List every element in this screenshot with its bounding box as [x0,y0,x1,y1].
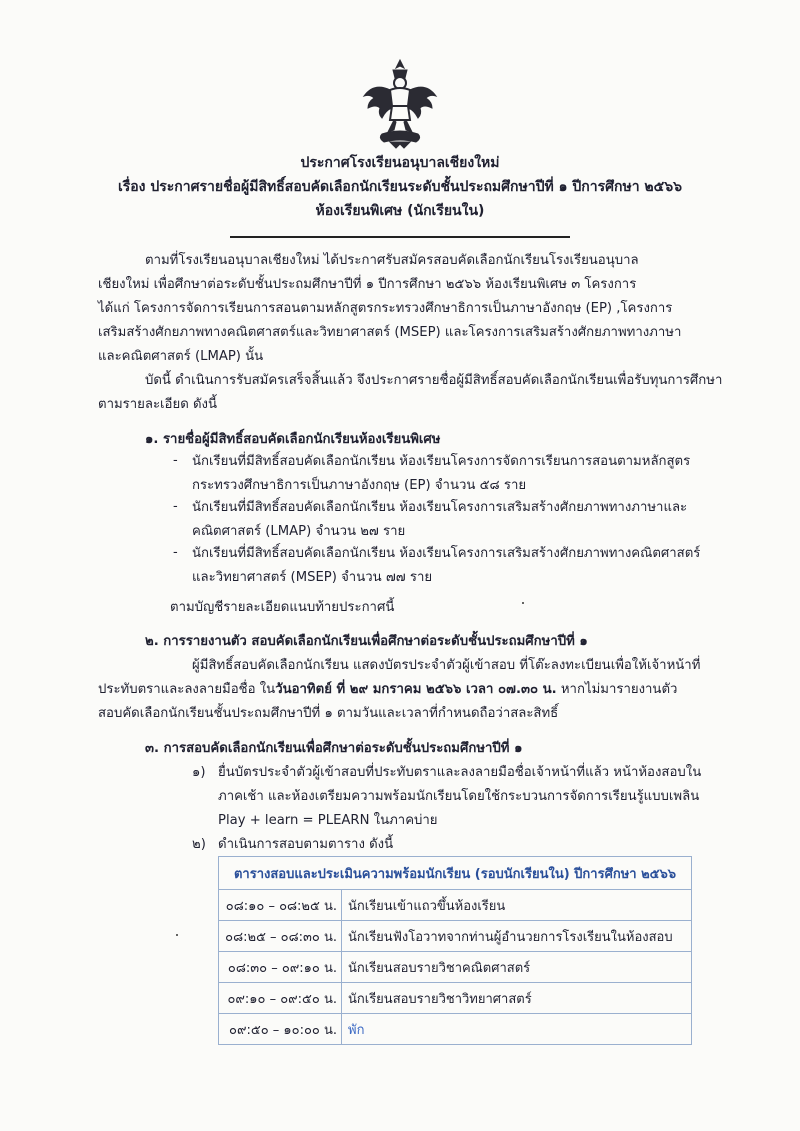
intro-line-2: เชียงใหม่ เพื่อศึกษาต่อระดับชั้นประถมศึกษาปีที่ ๑ ปีการศึกษา ๒๕๖๖ ห้องเรียนพิเศษ ๓ โครงการ [98,277,637,292]
section2-line-1: ผู้มีสิทธิ์สอบคัดเลือกนักเรียน แสดงบัตรประจำตัวผู้เข้าสอบ ที่โต๊ะลงทะเบียนเพื่อให้เจ้าหน้าที่ [192,658,701,673]
section2-heading: ๒. การรายงานตัว สอบคัดเลือกนักเรียนเพื่อศึกษาต่อระดับชั้นประถมศึกษาปีที่ ๑ [145,634,588,649]
section3-item1-line2: ภาคเช้า และห้องเตรียมความพร้อมนักเรียนโดยใช้กระบวนการจัดการเรียนรู้แบบเพลิน [218,789,700,804]
section3-item1-line1: ยื่นบัตรประจำตัวผู้เข้าสอบที่ประทับตราและลงลายมือชื่อเจ้าหน้าที่แล้ว หน้าห้องสอบใน [218,765,702,780]
scan-speck [522,602,524,604]
table-row [219,921,692,952]
table-caption-row [219,857,692,890]
section1-note: ตามบัญชีรายละเอียดแนบท้ายประกาศนี้ [170,600,395,615]
intro-line-5: และคณิตศาสตร์ (LMAP) นั้น [98,349,264,364]
section1-bullet3-line2: และวิทยาศาสตร์ (MSEP) จำนวน ๗๗ ราย [192,570,433,585]
scan-speck [176,934,178,936]
bullet-dash: - [173,545,178,560]
schedule-activity: นักเรียนสอบรายวิชาคณิตศาสตร์ [342,952,692,983]
announcement-subject: เรื่อง ประกาศรายชื่อผู้มีสิทธิ์สอบคัดเลือกนักเรียนระดับชั้นประถมศึกษาปีที่ ๑ ปีการศึกษา ๒๕๖๖ [117,179,683,195]
schedule-time: ๐๘:๒๕ – ๐๘:๓๐ น. [219,921,342,952]
section1-heading: ๑. รายชื่อผู้มีสิทธิ์สอบคัดเลือกนักเรียนห้องเรียนพิเศษ [145,432,441,447]
schedule-caption: ตารางสอบและประเมินความพร้อมนักเรียน (รอบนักเรียนใน) ปีการศึกษา ๒๕๖๖ [219,857,692,890]
section1-bullet1-line2: กระทรวงศึกษาธิการเป็นภาษาอังกฤษ (EP) จำนวน ๕๘ ราย [192,478,527,493]
section2-line-2 [98,678,677,701]
table-row [219,952,692,983]
section3-heading: ๓. การสอบคัดเลือกนักเรียนเพื่อศึกษาต่อระดับชั้นประถมศึกษาปีที่ ๑ [145,741,523,756]
header-divider [230,236,570,238]
schedule-activity: พัก [342,1014,692,1045]
schedule-table [218,856,692,1045]
intro-line-3: ได้แก่ โครงการจัดการเรียนการสอนตามหลักสูตรกระทรวงศึกษาธิการเป็นภาษาอังกฤษ (EP) ,โครงการ [98,301,673,316]
table-row [219,983,692,1014]
section2-line-2c: หากไม่มารายงานตัว [556,682,678,697]
section1-bullet1-line1: นักเรียนที่มีสิทธิ์สอบคัดเลือกนักเรียน ห้องเรียนโครงการจัดการเรียนการสอนตามหลักสูตร [192,454,691,469]
section1-bullet2-line1: นักเรียนที่มีสิทธิ์สอบคัดเลือกนักเรียน ห้องเรียนโครงการเสริมสร้างศักยภาพทางภาษาและ [192,500,688,515]
garuda-emblem-icon [360,58,440,150]
schedule-activity: นักเรียนสอบรายวิชาวิทยาศาสตร์ [342,983,692,1014]
report-date: วันอาทิตย์ ที่ ๒๙ มกราคม ๒๕๖๖ เวลา ๐๗.๓๐ น. [275,682,557,697]
intro-line-7: ตามรายละเอียด ดังนี้ [98,397,217,412]
table-row [219,1014,692,1045]
section1-bullet2-line2: คณิตศาสตร์ (LMAP) จำนวน ๒๗ ราย [192,524,406,539]
section3-item2-line1: ดำเนินการสอบตามตาราง ดังนี้ [218,837,394,852]
schedule-time: ๐๙:๑๐ – ๐๙:๕๐ น. [219,983,342,1014]
schedule-activity: นักเรียนฟังโอวาทจากท่านผู้อำนวยการโรงเรียนในห้องสอบ [342,921,692,952]
table-row [219,890,692,921]
section2-line-3: สอบคัดเลือกนักเรียนชั้นประถมศึกษาปีที่ ๑ ตามวันและเวลาที่กำหนดถือว่าสละสิทธิ์ [98,706,559,721]
section3-item1-number: ๑) [192,765,206,780]
announcement-title: ประกาศโรงเรียนอนุบาลเชียงใหม่ [300,155,500,171]
section3-item1-line3: Play + learn = PLEARN ในภาคบ่าย [218,813,438,828]
section1-bullet3-line1: นักเรียนที่มีสิทธิ์สอบคัดเลือกนักเรียน ห้องเรียนโครงการเสริมสร้างศักยภาพทางคณิตศาสตร์ [192,546,701,561]
intro-line-4: เสริมสร้างศักยภาพทางคณิตศาสตร์และวิทยาศาสตร์ (MSEP) และโครงการเสริมสร้างศักยภาพทางภาษา [98,325,682,340]
section3-item2-number: ๒) [192,837,206,852]
schedule-time: ๐๘:๓๐ – ๐๙:๑๐ น. [219,952,342,983]
intro-line-6: บัดนี้ ดำเนินการรับสมัครเสร็จสิ้นแล้ว จึงประกาศรายชื่อผู้มีสิทธิ์สอบคัดเลือกนักเรียนเพื่อรับทุนการศึกษา [145,373,723,388]
announcement-class: ห้องเรียนพิเศษ (นักเรียนใน) [315,203,485,219]
schedule-activity: นักเรียนเข้าแถวขึ้นห้องเรียน [342,890,692,921]
section2-line-2a: ประทับตราและลงลายมือชื่อ ใน [98,682,276,697]
intro-line-1: ตามที่โรงเรียนอนุบาลเชียงใหม่ ได้ประกาศรับสมัครสอบคัดเลือกนักเรียนโรงเรียนอนุบาล [145,253,639,268]
bullet-dash: - [173,453,178,468]
schedule-time: ๐๙:๕๐ – ๑๐:๐๐ น. [219,1014,342,1045]
schedule-time: ๐๘:๑๐ – ๐๘:๒๕ น. [219,890,342,921]
bullet-dash: - [173,499,178,514]
